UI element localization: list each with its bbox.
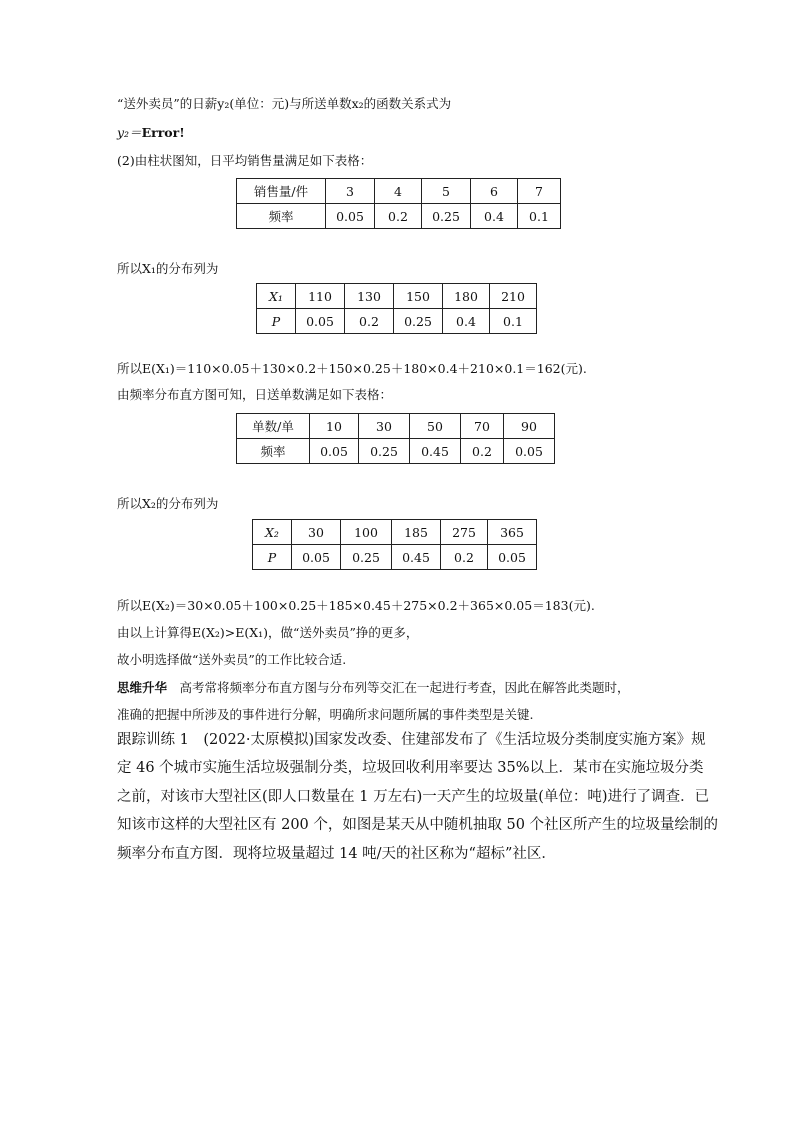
table-row <box>253 545 537 570</box>
table-cell: 0.2 <box>375 204 422 229</box>
table-cell: 6 <box>471 179 518 204</box>
table-cell: 销售量/件 <box>237 179 326 204</box>
table-cell: 0.1 <box>518 204 561 229</box>
paragraph-line-4: 知该市这样的大型社区有 200 个，如图是某天从中随机抽取 50 个社区所产生的垃圾量绘制的 <box>117 817 719 833</box>
x1-distribution-table <box>256 283 537 334</box>
x2-distribution-table <box>252 519 537 570</box>
summary-label: 思维升华 <box>117 680 168 695</box>
table-cell: 10 <box>310 414 359 439</box>
table-cell: 3 <box>326 179 375 204</box>
table-cell: 0.05 <box>292 545 341 570</box>
paragraph-line-1: 跟踪训练 1 (2022·太原模拟)国家发改委、住建部发布了《生活垃圾分类制度实施方案》规 <box>117 732 706 748</box>
table-cell: 0.2 <box>461 439 504 464</box>
table-cell: 0.25 <box>359 439 410 464</box>
text-line-7: 所以X₂的分布列为 <box>117 496 219 511</box>
table-cell: 50 <box>410 414 461 439</box>
orders-frequency-table <box>236 413 555 464</box>
table-cell: 0.45 <box>410 439 461 464</box>
paragraph-line-5: 频率分布直方图．现将垃圾量超过 14 吨/天的社区称为“超标”社区． <box>117 846 556 862</box>
table-cell: 110 <box>296 284 345 309</box>
text-line-5: 所以E(X₁)＝110×0.05＋130×0.2＋150×0.25＋180×0.4＋210×0.1＝162(元). <box>117 361 587 376</box>
table-cell: 130 <box>345 284 394 309</box>
table-cell: 0.2 <box>441 545 488 570</box>
formula-lhs: y₂＝ <box>117 125 142 140</box>
text-line-4: 所以X₁的分布列为 <box>117 261 219 276</box>
table-row <box>237 179 561 204</box>
text-line-8: 所以E(X₂)＝30×0.05＋100×0.25＋185×0.45＋275×0.2＋365×0.05＝183(元). <box>117 598 595 613</box>
table-cell: 275 <box>441 520 488 545</box>
table-cell: 0.05 <box>310 439 359 464</box>
table-cell: 0.05 <box>504 439 555 464</box>
table-cell: 185 <box>392 520 441 545</box>
table-cell: X₂ <box>253 520 292 545</box>
table-cell: 0.4 <box>443 309 490 334</box>
table-cell: 210 <box>490 284 537 309</box>
table-cell: 0.05 <box>488 545 537 570</box>
table-cell: 90 <box>504 414 555 439</box>
table-cell: 0.45 <box>392 545 441 570</box>
table-row <box>257 284 537 309</box>
table-cell: 0.2 <box>345 309 394 334</box>
paragraph-line-2: 定 46 个城市实施生活垃圾强制分类，垃圾回收利用率要达 35%以上．某市在实施垃圾分类 <box>117 760 704 776</box>
text-line-10: 故小明选择做“送外卖员”的工作比较合适. <box>117 652 347 667</box>
table-cell: 180 <box>443 284 490 309</box>
table-cell: 频率 <box>237 204 326 229</box>
text-line-1: “送外卖员”的日薪y₂(单位：元)与所送单数x₂的函数关系式为 <box>117 96 452 111</box>
table-cell: 5 <box>422 179 471 204</box>
table-cell: 30 <box>359 414 410 439</box>
table-row <box>253 520 537 545</box>
table-cell: 0.4 <box>471 204 518 229</box>
summary-text: 高考常将频率分布直方图与分布列等交汇在一起进行考查，因此在解答此类题时， <box>179 680 630 695</box>
table-cell: 0.1 <box>490 309 537 334</box>
table-cell: 150 <box>394 284 443 309</box>
table-cell: 7 <box>518 179 561 204</box>
table-row <box>237 204 561 229</box>
formula-error: Error! <box>141 125 185 140</box>
table-cell: 0.25 <box>394 309 443 334</box>
table-cell: 0.05 <box>326 204 375 229</box>
text-line-12: 准确的把握中所涉及的事件进行分解，明确所求问题所属的事件类型是关键. <box>117 707 534 722</box>
text-line-3: (2)由柱状图知，日平均销售量满足如下表格： <box>117 153 373 168</box>
table-row <box>237 439 555 464</box>
table-cell: 70 <box>461 414 504 439</box>
sales-frequency-table <box>236 178 561 229</box>
text-line-2 <box>117 125 185 141</box>
text-line-6: 由频率分布直方图可知，日送单数满足如下表格： <box>117 387 393 402</box>
table-cell: 4 <box>375 179 422 204</box>
table-row <box>237 414 555 439</box>
table-row <box>257 309 537 334</box>
text-line-9: 由以上计算得E(X₂)>E(X₁)，做“送外卖员”挣的更多， <box>117 625 419 640</box>
table-cell: 0.25 <box>341 545 392 570</box>
table-cell: 100 <box>341 520 392 545</box>
table-cell: 0.05 <box>296 309 345 334</box>
paragraph-line-3: 之前，对该市大型社区(即人口数量在 1 万左右)一天产生的垃圾量(单位：吨)进行了调查．已 <box>117 789 710 805</box>
table-cell: 0.25 <box>422 204 471 229</box>
table-cell: 频率 <box>237 439 310 464</box>
table-cell: 30 <box>292 520 341 545</box>
table-cell: P <box>257 309 296 334</box>
table-cell: X₁ <box>257 284 296 309</box>
table-cell: 单数/单 <box>237 414 310 439</box>
text-line-11 <box>117 680 630 696</box>
table-cell: 365 <box>488 520 537 545</box>
table-cell: P <box>253 545 292 570</box>
